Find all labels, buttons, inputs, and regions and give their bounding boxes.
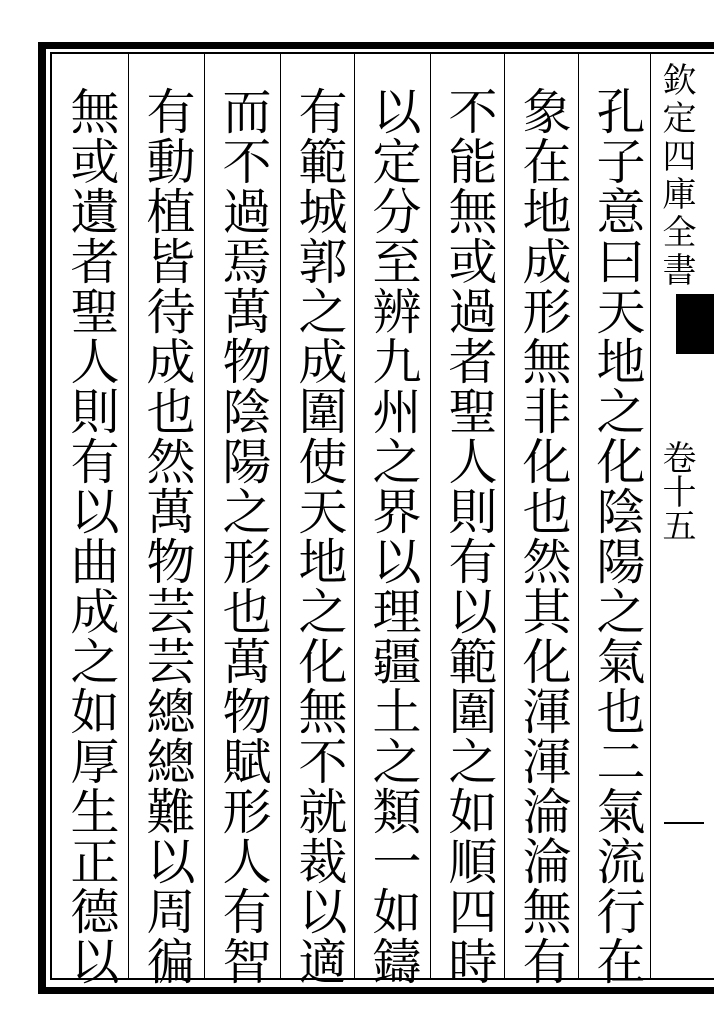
text-column-3: 不能無或過者聖人則有以範圍之如順四時 (441, 86, 498, 986)
text-column-2: 象在地成形無非化也然其化渾渾淪淪無有 (515, 86, 572, 986)
text-column-7: 有動植皆待成也然萬物芸芸總總難以周徧 (139, 86, 196, 986)
column-rule (204, 54, 205, 978)
margin-tick-mark (664, 822, 704, 824)
column-rule (504, 54, 505, 978)
text-column-4: 以定分至辨九州之界以理疆土之類一如鑄 (365, 86, 422, 986)
text-column-1: 孔子意曰天地之化陰陽之氣也二氣流行在 (589, 86, 646, 986)
book-title: 欽定四庫全書 (656, 62, 696, 290)
text-column-5: 有範城郭之成圍使天地之化無不就裁以適 (291, 86, 348, 986)
column-rule (430, 54, 431, 978)
column-rule (280, 54, 281, 978)
inner-border-top (50, 52, 714, 54)
column-rule (128, 54, 129, 978)
inner-border-left (50, 52, 52, 980)
text-column-6: 而不過焉萬物陰陽之形也萬物賦形人有智 (215, 86, 272, 986)
text-column-8: 無或遺者聖人則有以曲成之如厚生正德以 (63, 86, 120, 986)
column-rule (354, 54, 355, 978)
column-rule (578, 54, 579, 978)
fish-tail-block (676, 294, 714, 354)
juan-label: 卷十五 (656, 440, 696, 542)
column-rule (650, 54, 651, 978)
